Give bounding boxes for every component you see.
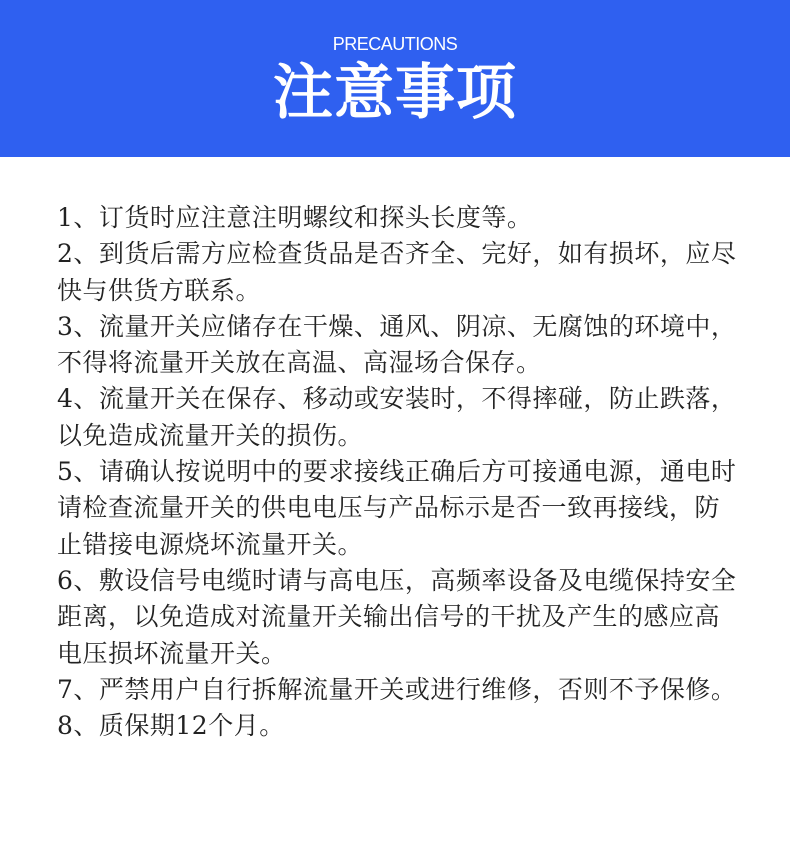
header-banner <box>0 0 790 157</box>
precaution-item-2: 2、到货后需方应检查货品是否齐全、完好，如有损坏，应尽快与供货方联系。 <box>57 239 737 305</box>
precaution-item-5: 5、请确认按说明中的要求接线正确后方可接通电源，通电时请检查流量开关的供电电压与产品标示是否一致再接线，防止错接电源烧坏流量开关。 <box>57 457 737 559</box>
precaution-item-1: 1、订货时应注意注明螺纹和探头长度等。 <box>57 203 533 232</box>
precaution-item-7: 7、严禁用户自行拆解流量开关或进行维修，否则不予保修。 <box>57 674 737 704</box>
page-title: 注意事项 <box>273 58 517 128</box>
precaution-item-3: 3、流量开关应储存在干燥、通风、阴凉、无腐蚀的环境中，不得将流量开关放在高温、高湿场合保存。 <box>57 311 737 378</box>
precaution-item-8: 8、质保期12个月。 <box>57 711 285 741</box>
header-subtitle: PRECAUTIONS <box>332 34 458 54</box>
precautions-list <box>57 200 737 744</box>
precaution-item-6: 6、敷设信号电缆时请与高电压，高频率设备及电缆保持安全距离，以免造成对流量开关输出信号的干扰及产生的感应高电压损坏流量开关。 <box>57 565 737 668</box>
precaution-item-4: 4、流量开关在保存、移动或安装时，不得摔碰，防止跌落，以免造成流量开关的损伤。 <box>57 384 737 450</box>
